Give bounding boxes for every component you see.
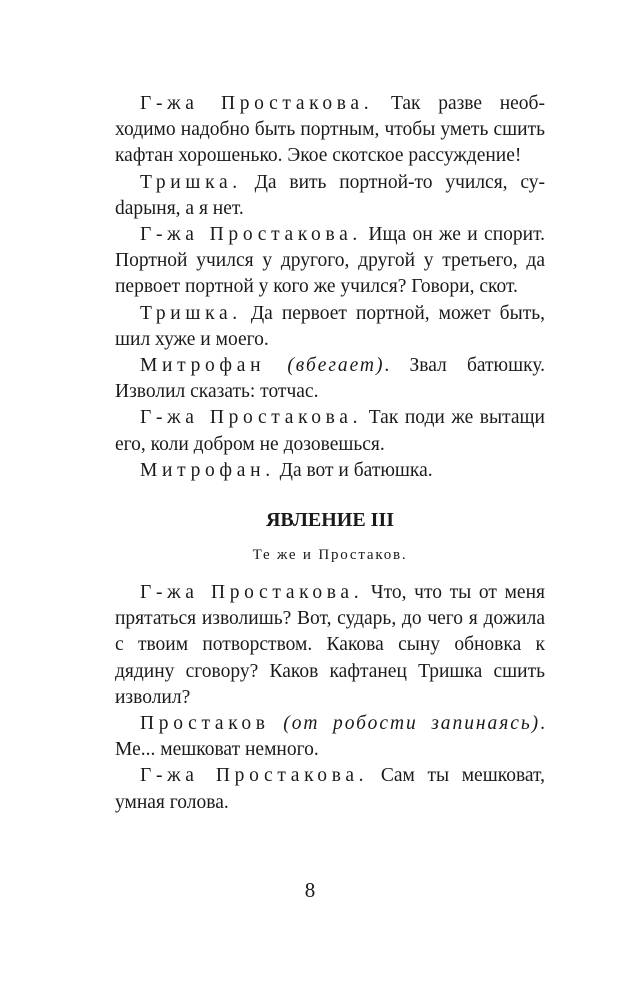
dialogue-paragraph bbox=[115, 301, 545, 353]
speaker-name: Г-жа Простакова. bbox=[140, 407, 363, 429]
speech-text: Сам ты мешковат, умная голова. bbox=[115, 765, 545, 813]
speaker-name: Простаков bbox=[140, 713, 270, 735]
dialogue-paragraph bbox=[115, 580, 545, 711]
speaker-name: Тришка. bbox=[140, 302, 242, 324]
dialogue-paragraph bbox=[115, 711, 545, 763]
dialogue-paragraph bbox=[115, 458, 545, 484]
dialogue-paragraph bbox=[115, 91, 545, 170]
dialogue-paragraph bbox=[115, 222, 545, 301]
dialogue-paragraph bbox=[115, 170, 545, 222]
dialogue-block-1 bbox=[115, 91, 545, 484]
speaker-name: Г-жа Простакова. bbox=[140, 224, 362, 246]
speech-text: Да первоет портной, может быть, шил хуже и моего. bbox=[115, 302, 545, 350]
scene-cast: Те же и Простаков. bbox=[252, 547, 408, 564]
dialogue-block-2 bbox=[115, 580, 545, 816]
page-number: 8 bbox=[304, 878, 316, 902]
dialogue-paragraph bbox=[115, 405, 545, 457]
dialogue-paragraph bbox=[115, 763, 545, 815]
speech-text: Да вить портной-то учился, суdарыня, а я нет. bbox=[115, 171, 545, 219]
stage-direction: (вбегает) bbox=[265, 355, 385, 377]
speaker-name: Митрофан bbox=[140, 355, 266, 377]
speech-text: . Звал батюшку. Изволил сказать: тотчас. bbox=[115, 355, 546, 403]
speaker-name: Г-жа Простакова. bbox=[140, 93, 374, 114]
speaker-name: Г-жа Простакова. bbox=[140, 765, 369, 787]
dialogue-paragraph bbox=[115, 353, 545, 405]
speech-text: . Ме... мешковат немного. bbox=[115, 713, 545, 761]
speaker-name: Тришка. bbox=[140, 171, 242, 193]
page-body bbox=[115, 91, 545, 816]
speech-text: Да вот и батюшка. bbox=[274, 459, 433, 481]
speaker-name: Г-жа Простакова. bbox=[140, 582, 364, 604]
speech-text: Так поди же вытащи его, коли добром не дозовешься. bbox=[115, 407, 545, 455]
speaker-name: Митрофан. bbox=[140, 459, 275, 481]
speech-text: Так разве необходимо надобно быть портным, чтобы уметь сшить кафтан хорошенько. Экое скотское рассуждение! bbox=[115, 93, 545, 167]
speech-text: Ища он же и спорит. Портной учился у другого, другой у третьего, да первоет портной у кого же учился? Говори, скот. bbox=[115, 224, 545, 298]
stage-direction: (от робости запинаясь) bbox=[269, 713, 541, 735]
speech-text: Что, что ты от меня прятаться изволишь? Вот, сударь, до чего я дожила с твоим потворством. Какова сыну обновка к дядину сговору? Каков кафтанец Тришка сшить изволил? bbox=[115, 582, 545, 708]
scene-heading: ЯВЛЕНИЕ III bbox=[265, 509, 395, 532]
